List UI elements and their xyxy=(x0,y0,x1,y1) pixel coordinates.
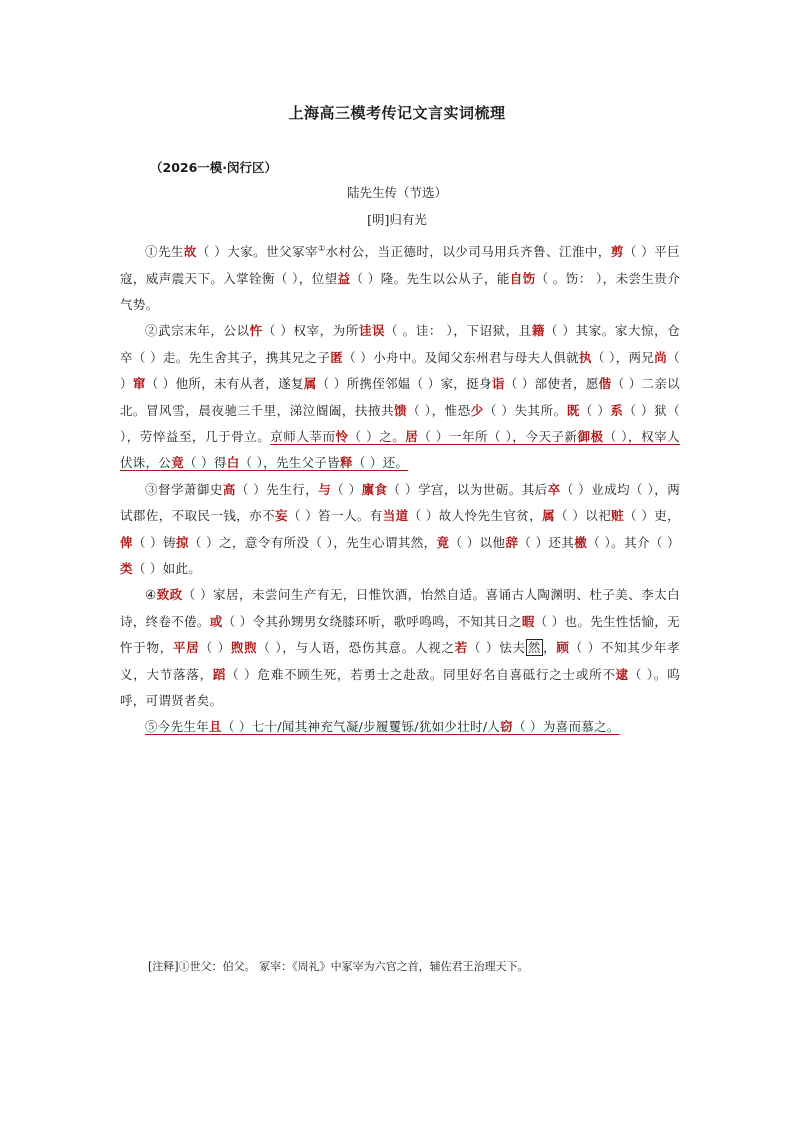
key-word: 竟 xyxy=(171,455,185,471)
key-word: 俾 xyxy=(120,534,133,550)
paragraph-4: ④致政（ ）家居，未尝问生产有无，日惟饮酒，怡然自适。喜诵古人陶渊明、杜子美、李太白诗，终卷不倦。或（ ）令其孙甥男女绕膝环听，歌呼鸣鸣，不知其日之暇（ ）也。先生性恬愉，无忤于物，平居（ ）煦煦（ ），与人语，恐伤其意。人视之若（ ）怯夫 然 ，顾（ ）不知其少年孝义，大节落落，蹈（ ）危难不顾生死，若勇士之赴敌。同里好名自喜砥行之士或所不逮（ ）。呜呼，可谓贤者矣。 xyxy=(120,587,680,709)
key-word: 平居 xyxy=(173,640,200,656)
key-word: 故 xyxy=(183,244,197,260)
key-word: 或 xyxy=(209,613,223,629)
paragraph-2: ②武宗末年，公以忤（ ）权宰，为所诖误（ 。诖： ），下诏狱，且籍（ ）其家。家大惊，仓卒（ ）走。先生舍其子，携其兄之子匿（ ）小舟中。及闻父东州君与母夫人俱就执（ ），两兄尚（ ）窜（ ）他所，未有从者，遂复属（ ）所携侄邻媪（ ）家，挺身诣（ ）部使者，愿偕（ ）二亲以北。冒风雪，晨夜驰三千里，涕泣阍阖，扶掖共馈（ ），惟恐少（ ）失其所。既（ ）系（ ）狱（ ），劳悴益至，几于骨立。京师人莘而怜（ ）之。居（ ）一年所（ ），今天子新御极（ ），权宰人伏诛，公竟（ ）得白（ ），先生父子皆释（ ）还。 xyxy=(120,323,680,471)
exam-source: （2026一模·闵行区） xyxy=(150,160,278,175)
key-word: 类 xyxy=(120,561,133,577)
key-word: 逮 xyxy=(615,666,629,682)
underlined-sentence: ⑤今先生年且（ ）七十/闻其神充气凝/步履矍铄/犹如少壮时/人窃（ ）为喜而慕之。 xyxy=(145,719,620,735)
key-word: 白 xyxy=(226,455,240,471)
key-word: 匿 xyxy=(330,349,344,365)
boxed-character: 然 xyxy=(527,640,542,656)
article-body xyxy=(120,236,680,741)
key-word: 若 xyxy=(454,640,469,656)
key-word: 属 xyxy=(303,376,317,392)
key-word: 窃 xyxy=(500,719,513,735)
key-word: 益 xyxy=(337,270,351,286)
page-title: 上海高三模考传记文言实词梳理 xyxy=(288,104,506,122)
key-word: 高 xyxy=(222,481,236,497)
key-word: 且 xyxy=(209,719,222,735)
key-word: 掠 xyxy=(176,534,189,550)
paragraph-1: ①先生故（ ）大家。世父冢宰①水村公，当正德时，以少司马用兵齐鲁、江淮中，剪（ ）平巨寇，威声震天下。入掌铨衡（ ），位望益（ ）隆。先生以公从子，能自饬（ 。饬： ），未尝生贵介气势。 xyxy=(120,244,681,312)
key-word: 暇 xyxy=(521,613,535,629)
key-word: 妄 xyxy=(275,508,288,524)
key-word: 自饬 xyxy=(509,270,536,286)
footnote: [注释]①世父：伯父。 冢宰：《周礼》中冢宰为六官之首，辅佐君王治理天下。 xyxy=(148,960,529,973)
key-word: 怜 xyxy=(335,429,349,444)
key-word: 煦煦 xyxy=(230,640,258,656)
key-word: 窜 xyxy=(132,376,146,392)
key-word: 偕 xyxy=(598,376,612,392)
key-word: 执 xyxy=(579,349,592,365)
underlined-sentence: 京师人莘而怜（ ）之。居（ ）一年所（ ），今天子新御极（ ），权宰人伏诛，公竟（ ）得白（ ），先生父子皆释（ ）还。 xyxy=(120,429,680,471)
key-word: 当道 xyxy=(382,508,409,524)
key-word: 属 xyxy=(542,508,556,524)
paragraph-5 xyxy=(120,714,680,740)
key-word: 与 xyxy=(318,481,332,497)
key-word: 诖误 xyxy=(358,323,386,339)
article-title: 陆先生传（节选） xyxy=(346,185,447,200)
article-author: [明]归有光 xyxy=(367,212,427,227)
key-word: 赃 xyxy=(611,508,625,524)
key-word: 致政 xyxy=(156,587,183,603)
key-word: 籍 xyxy=(531,323,545,339)
key-word: 卒 xyxy=(547,481,561,497)
key-word: 居 xyxy=(405,429,419,444)
key-word: 御极 xyxy=(577,429,604,444)
key-word: 系 xyxy=(610,402,624,418)
key-word: 廪食 xyxy=(361,481,388,497)
key-word: 忤 xyxy=(249,323,263,339)
key-word: 少 xyxy=(470,402,484,418)
key-word: 既 xyxy=(566,402,580,418)
key-word: 释 xyxy=(339,455,353,471)
key-word: 檄 xyxy=(574,534,588,550)
key-word: 竟 xyxy=(436,534,450,550)
key-word: 辞 xyxy=(505,534,519,550)
key-word: 诣 xyxy=(491,376,505,392)
key-word: 馈 xyxy=(394,402,408,418)
key-word: 顾 xyxy=(556,640,570,656)
footnote-marker: ① xyxy=(318,244,326,253)
key-word: 剪 xyxy=(610,244,624,260)
key-word: 蹈 xyxy=(212,666,227,682)
key-word: 尚 xyxy=(654,349,668,365)
paragraph-3: ③督学萧御史高（ ）先生行，与（ ）廪食（ ）学宫，以为世砺。其后卒（ ）业成均（ ），两试郡佐，不取民一钱，亦不妄（ ）笞一人。有当道（ ）故人怜先生官贫，属（ ）以祀赃（ ）吏，俾（ ）铸掠（ ）之，意令有所没（ ），先生心谓其然，竟（ ）以他辞（ ）还其檄（ ）。其介（ ）类（ ）如此。 xyxy=(120,481,680,577)
